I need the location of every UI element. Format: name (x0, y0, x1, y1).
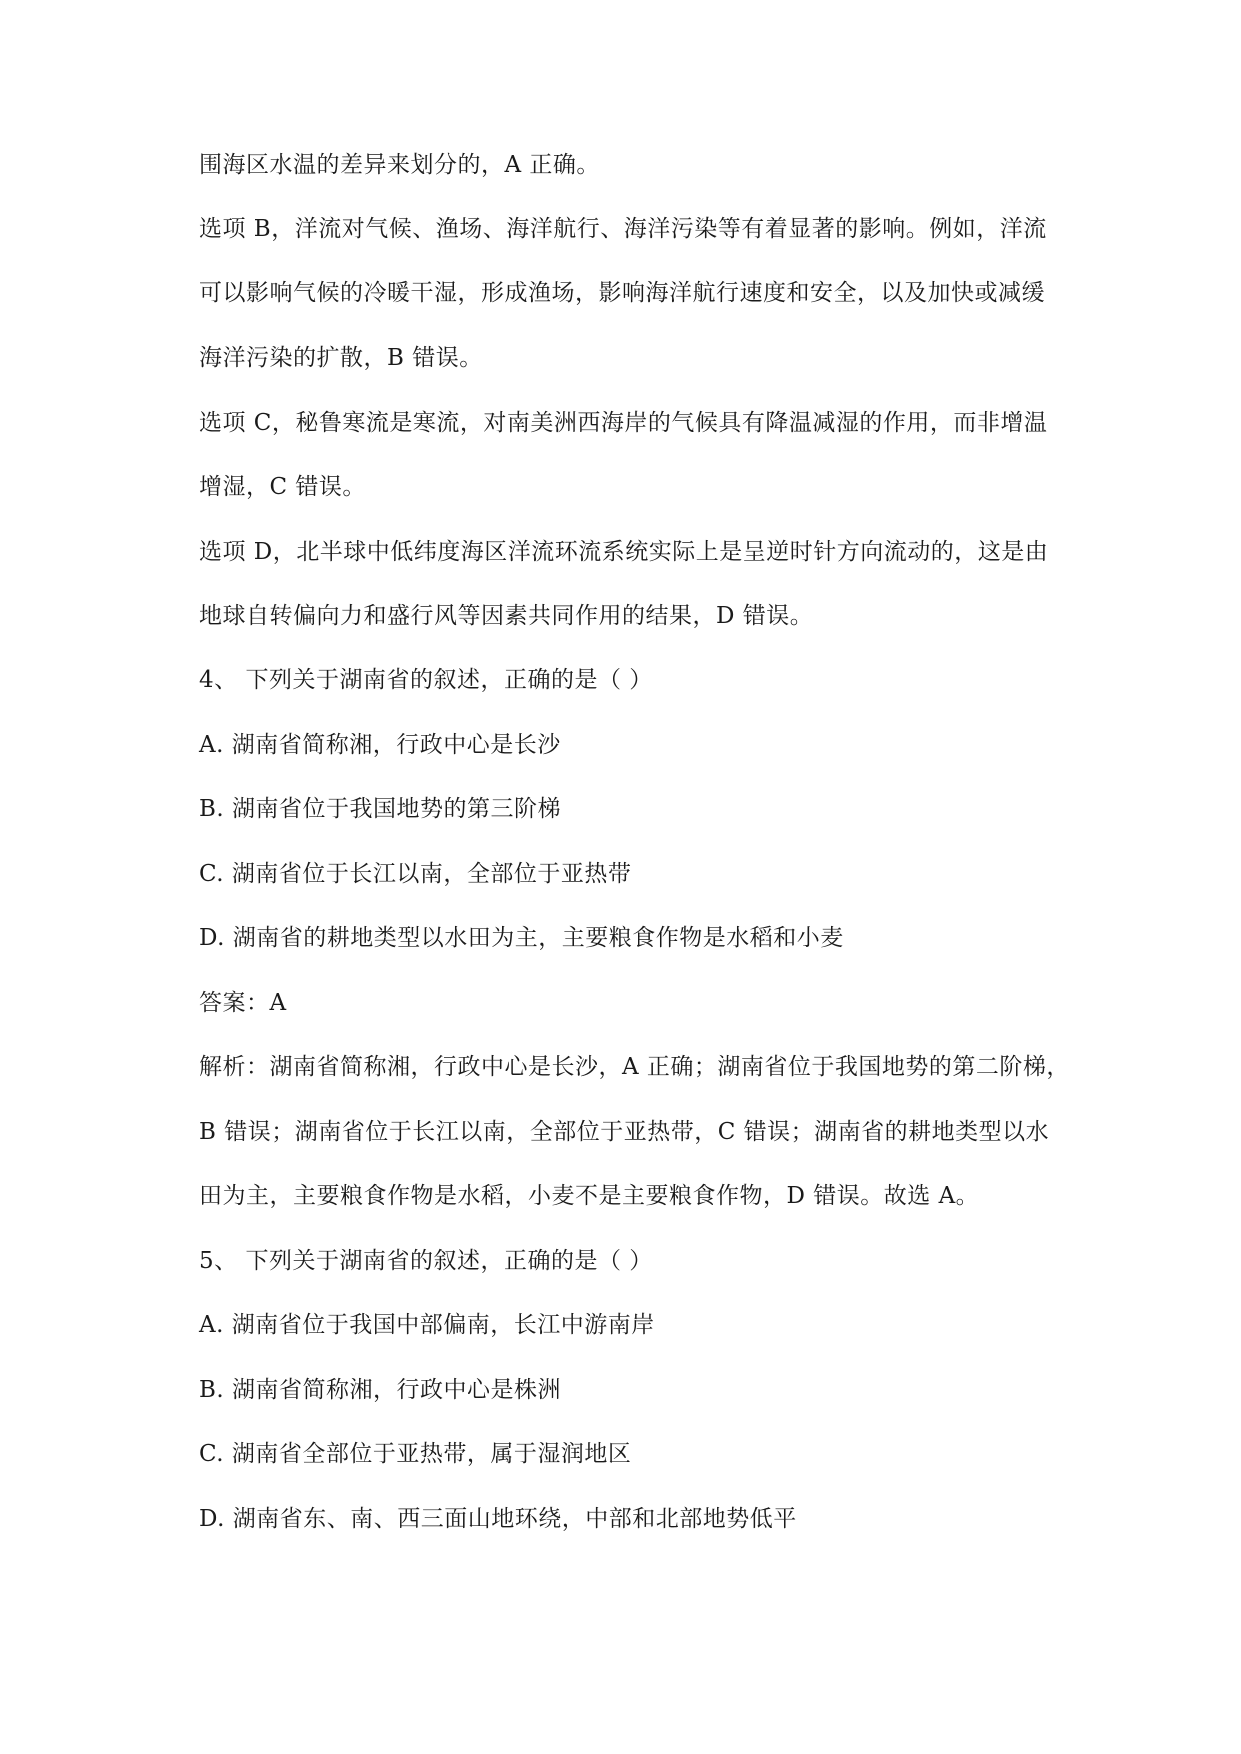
question-4-answer: 答案：A (199, 990, 287, 1016)
question-5-option-b: B. 湖南省简称湘，行政中心是株洲 (199, 1377, 562, 1403)
text-line-3: 可以影响气候的冷暖干湿，形成渔场，影响海洋航行速度和安全，以及加快或减缓 (199, 280, 1045, 306)
question-5-option-d: D. 湖南省东、南、西三面山地环绕，中部和北部地势低平 (199, 1506, 797, 1532)
text-line-4: 海洋污染的扩散，B 错误。 (199, 345, 483, 371)
text-line-8: 地球自转偏向力和盛行风等因素共同作用的结果，D 错误。 (199, 603, 814, 629)
text-line-6: 增湿，C 错误。 (199, 474, 366, 500)
text-line-7: 选项 D，北半球中低纬度海区洋流环流系统实际上是呈逆时针方向流动的，这是由 (199, 539, 1049, 565)
question-5-stem: 5、 下列关于湖南省的叙述，正确的是（ ） (199, 1248, 653, 1274)
question-5-option-a: A. 湖南省位于我国中部偏南，长江中游南岸 (199, 1312, 655, 1338)
question-4-analysis-1: 解析：湖南省简称湘，行政中心是长沙，A 正确；湖南省位于我国地势的第二阶梯， (199, 1054, 1070, 1080)
question-4-option-a: A. 湖南省简称湘，行政中心是长沙 (199, 732, 561, 758)
question-4-option-d: D. 湖南省的耕地类型以水田为主，主要粮食作物是水稻和小麦 (199, 925, 844, 951)
text-line-1: 围海区水温的差异来划分的，A 正确。 (199, 152, 600, 178)
question-4-stem: 4、 下列关于湖南省的叙述，正确的是（ ） (199, 667, 653, 693)
question-4-option-b: B. 湖南省位于我国地势的第三阶梯 (199, 796, 562, 822)
question-4-analysis-3: 田为主，主要粮食作物是水稻，小麦不是主要粮食作物，D 错误。故选 A。 (199, 1183, 980, 1209)
text-line-5: 选项 C，秘鲁寒流是寒流，对南美洲西海岸的气候具有降温减湿的作用，而非增温 (199, 410, 1048, 436)
question-4-option-c: C. 湖南省位于长江以南，全部位于亚热带 (199, 861, 632, 887)
question-5-option-c: C. 湖南省全部位于亚热带，属于湿润地区 (199, 1441, 632, 1467)
text-line-2: 选项 B，洋流对气候、渔场、海洋航行、海洋污染等有着显著的影响。例如，洋流 (199, 216, 1047, 242)
question-4-analysis-2: B 错误；湖南省位于长江以南，全部位于亚热带，C 错误；湖南省的耕地类型以水 (199, 1119, 1050, 1145)
